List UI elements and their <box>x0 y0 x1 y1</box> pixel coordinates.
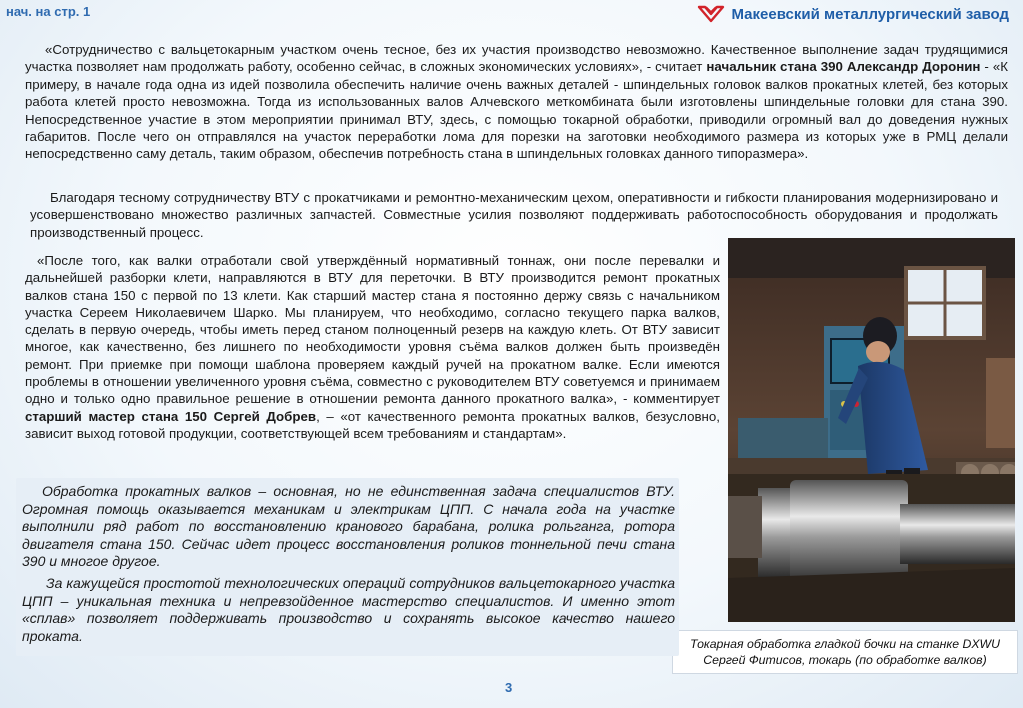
photo-caption <box>672 630 1018 674</box>
highlight-box <box>16 478 679 656</box>
paragraph-1-bold: начальник стана 390 Александр Доронин <box>706 59 981 75</box>
paragraph-2-text: Благодаря тесному сотрудничеству ВТУ с прокатчиками и ремонтно-механическим цехом, оперативности и гибкости планирования модернизировано и усовершенствовано множество различных запчастей. Совместные усилия позволяют поддерживать работоспособность оборудования и продолжать производственный процесс. <box>30 190 998 240</box>
brand-header <box>697 4 1009 24</box>
lathe-illustration <box>728 238 1015 622</box>
continued-note: нач. на стр. 1 <box>6 4 91 19</box>
paragraph-3 <box>25 252 720 442</box>
paragraph-3-text-a: «После того, как валки отработали свой утверждённый нормативный тоннаж, они после перевалки и дальнейшей разборки клети, направляются в ВТУ для переточки. В ВТУ производится ремонт прокатных валков стана 150 с первой по 13 клети. Как старший мастер стана я постоянно держу связь с начальником участка Сереем Николаевичем Шарко. Мы планируем, что необходимо, согласно текущего парка валков, сделать в первую очередь, чтобы иметь перед станом полноценный резерв на каждую клеть. От ВТУ зависит многое, как качественно, без лишнего по необходимости уровня съёма валков должен быть произведён ремонт. При приемке при помощи шаблона проверяем каждый ручей на прокатном валке. Если имеются проблемы в отношении увеличенного уровня съёма, совместно с руководителем ВТУ советуемся и принимаем одно и только одно правильное решение в отношении ремонта данного прокатного валка», - комментирует <box>25 253 720 407</box>
highlight-paragraph-1: Обработка прокатных валков – основная, но не единственная задача специалистов ВТУ. Огромная помощь оказывается механикам и электрикам ЦПП. С начала года на участке выполнили ряд работ по восстановлению кранового барабана, ролика рольганга, ротора двигателя стана 150. Сейчас идет процесс восстановления роликов тоннельной печи стана 390 и многое другое. <box>22 483 675 570</box>
lathe-photo <box>728 238 1015 622</box>
paragraph-1 <box>25 41 1008 163</box>
caption-line-2: Сергей Фитисов, токарь (по обработке валков) <box>703 653 987 667</box>
paragraph-3-bold: старший мастер стана 150 Сергей Добрев <box>25 408 317 424</box>
paragraph-1-text-b: - «К примеру, в начале года одна из идей позволила обеспечить наличие очень важных деталей - шпиндельных головок валков прокатных клетей, без которых работа клетей просто невозможна. Тогда из использованных валов Алчевского меткомбината были изготовлены шпиндельные головки для стана 390. Непосредственное участие в этом мероприятии принимал ВТУ, здесь, с помощью токарной обработки, приводили огромный вал до доведения нужных габаритов. После чего он отправлялся на участок переработки лома для порезки на заготовки необходимого размера из которых уже в РМЦ делали непосредственно саму деталь, таким образом, обеспечив потребность стана в шпиндельных головках данного типоразмера». <box>25 59 1008 162</box>
page-number: 3 <box>505 680 513 695</box>
paragraph-3-text-b: , – «от качественного ремонта прокатных валков, безусловно, зависит выход готовой продукции, соответствующей всем требованиям и стандартам». <box>25 408 720 441</box>
caption-line-1: Токарная обработка гладкой бочки на станке DXWU <box>689 637 1001 651</box>
brand-name: Макеевский металлургический завод <box>731 5 1009 23</box>
paragraph-2 <box>30 189 998 241</box>
brand-logo-icon <box>697 4 725 24</box>
paragraph-1-text-a: «Сотрудничество с вальцетокарным участком очень тесное, без их участия производство невозможно. Качественное выполнение задач трудящимися участка позволяет нам продолжать работу, особенно сейчас, в сложных экономических условиях», - считает <box>25 42 1008 75</box>
highlight-paragraph-2: За кажущейся простотой технологических операций сотрудников вальцетокарного участка ЦПП – уникальная техника и непревзойденное мастерство специалистов. И именно этот «сплав» позволяет поддерживать производство и сохранять высокое качество нашего проката. <box>22 575 675 644</box>
